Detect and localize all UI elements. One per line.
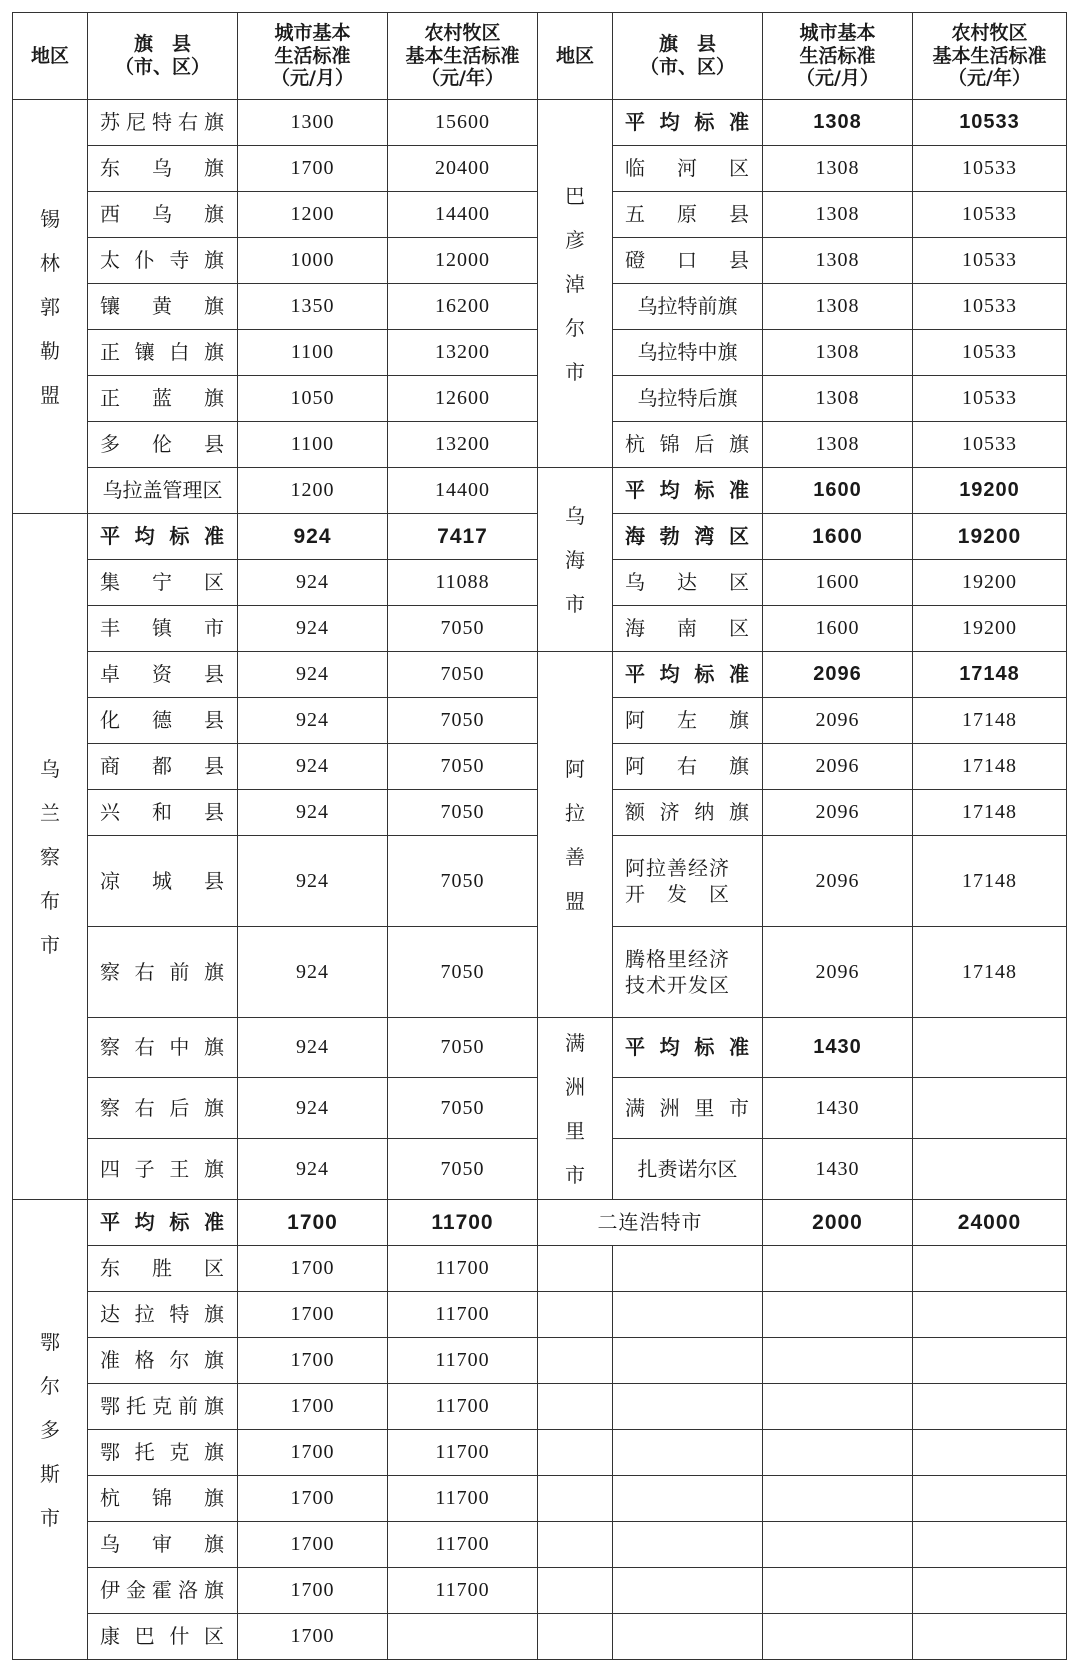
rural-standard-value: 17148 bbox=[913, 652, 1067, 698]
empty-cell bbox=[763, 1384, 913, 1430]
header-urban-standard: 城市基本 生活标准 （元/月） bbox=[763, 13, 913, 100]
county-name: 平均标准 bbox=[88, 514, 238, 560]
rural-standard-value: 11700 bbox=[388, 1522, 538, 1568]
empty-cell bbox=[913, 1338, 1067, 1384]
header-rural-standard: 农村牧区 基本生活标准 （元/年） bbox=[913, 13, 1067, 100]
header-region: 地区 bbox=[13, 13, 88, 100]
rural-standard-value: 11700 bbox=[388, 1200, 538, 1246]
empty-cell bbox=[613, 1430, 763, 1476]
rural-standard-value bbox=[388, 1614, 538, 1660]
urban-standard-value: 924 bbox=[238, 836, 388, 927]
rural-standard-value: 17148 bbox=[913, 790, 1067, 836]
county-name: 集宁区 bbox=[88, 560, 238, 606]
rural-standard-value: 11088 bbox=[388, 560, 538, 606]
urban-standard-value: 1308 bbox=[763, 376, 913, 422]
county-name: 太仆寺旗 bbox=[88, 238, 238, 284]
rural-standard-value: 10533 bbox=[913, 238, 1067, 284]
empty-cell bbox=[538, 1338, 613, 1384]
county-name: 化德县 bbox=[88, 698, 238, 744]
rural-standard-value: 11700 bbox=[388, 1246, 538, 1292]
empty-cell bbox=[613, 1476, 763, 1522]
rural-standard-value: 10533 bbox=[913, 100, 1067, 146]
urban-standard-value: 1308 bbox=[763, 330, 913, 376]
rural-standard-value: 12600 bbox=[388, 376, 538, 422]
region-label: 阿拉善盟 bbox=[565, 756, 585, 913]
county-name: 阿拉善经济 开 发 区 bbox=[613, 836, 763, 927]
urban-standard-value: 2096 bbox=[763, 790, 913, 836]
urban-standard-value: 1600 bbox=[763, 560, 913, 606]
region-label: 满洲里市 bbox=[565, 1030, 585, 1187]
empty-cell bbox=[913, 1384, 1067, 1430]
rural-standard-value: 7050 bbox=[388, 1078, 538, 1139]
county-name: 平均标准 bbox=[613, 100, 763, 146]
urban-standard-value: 924 bbox=[238, 514, 388, 560]
rural-standard-value: 11700 bbox=[388, 1338, 538, 1384]
county-name: 腾格里经济 技术开发区 bbox=[613, 927, 763, 1018]
table-row bbox=[13, 1614, 1067, 1660]
county-name: 四子王旗 bbox=[88, 1139, 238, 1200]
rural-standard-value: 19200 bbox=[913, 468, 1067, 514]
rural-standard-value: 7050 bbox=[388, 790, 538, 836]
urban-standard-value: 1700 bbox=[238, 1430, 388, 1476]
rural-standard-value: 11700 bbox=[388, 1476, 538, 1522]
rural-standard-value: 10533 bbox=[913, 376, 1067, 422]
urban-standard-value: 2000 bbox=[763, 1200, 913, 1246]
county-name: 镶黄旗 bbox=[88, 284, 238, 330]
empty-cell bbox=[613, 1292, 763, 1338]
urban-standard-value: 2096 bbox=[763, 836, 913, 927]
rural-standard-value: 17148 bbox=[913, 744, 1067, 790]
county-name: 平均标准 bbox=[613, 1018, 763, 1078]
urban-standard-value: 1100 bbox=[238, 330, 388, 376]
urban-standard-value: 1430 bbox=[763, 1139, 913, 1200]
county-name: 正镶白旗 bbox=[88, 330, 238, 376]
urban-standard-value: 1700 bbox=[238, 1568, 388, 1614]
empty-cell bbox=[763, 1614, 913, 1660]
rural-standard-value: 14400 bbox=[388, 192, 538, 238]
rural-standard-value: 7050 bbox=[388, 927, 538, 1018]
rural-standard-value: 10533 bbox=[913, 284, 1067, 330]
region-label: 乌兰察布市 bbox=[40, 756, 60, 957]
county-name: 平均标准 bbox=[88, 1200, 238, 1246]
table-row bbox=[13, 100, 1067, 146]
urban-standard-value: 1000 bbox=[238, 238, 388, 284]
rural-standard-value: 17148 bbox=[913, 836, 1067, 927]
county-name: 准格尔旗 bbox=[88, 1338, 238, 1384]
empty-cell bbox=[538, 1384, 613, 1430]
rural-standard-value: 20400 bbox=[388, 146, 538, 192]
table-row bbox=[13, 1384, 1067, 1430]
urban-standard-value: 1308 bbox=[763, 422, 913, 468]
empty-cell bbox=[913, 1614, 1067, 1660]
urban-standard-value: 1700 bbox=[238, 1476, 388, 1522]
rural-standard-value: 12000 bbox=[388, 238, 538, 284]
county-name: 海南区 bbox=[613, 606, 763, 652]
urban-standard-value: 1700 bbox=[238, 1522, 388, 1568]
urban-standard-value: 924 bbox=[238, 1018, 388, 1078]
rural-standard-value: 19200 bbox=[913, 514, 1067, 560]
county-name: 伊金霍洛旗 bbox=[88, 1568, 238, 1614]
empty-cell bbox=[913, 1568, 1067, 1614]
urban-standard-value: 1600 bbox=[763, 468, 913, 514]
rural-standard-value: 7050 bbox=[388, 744, 538, 790]
table-row bbox=[13, 1476, 1067, 1522]
empty-cell bbox=[913, 1476, 1067, 1522]
county-name: 察右后旗 bbox=[88, 1078, 238, 1139]
county-name: 二连浩特市 bbox=[538, 1200, 763, 1246]
table-row bbox=[13, 1292, 1067, 1338]
empty-cell bbox=[538, 1246, 613, 1292]
header-urban-standard: 城市基本 生活标准 （元/月） bbox=[238, 13, 388, 100]
urban-standard-value: 1100 bbox=[238, 422, 388, 468]
rural-standard-value: 10533 bbox=[913, 330, 1067, 376]
table-row bbox=[13, 468, 1067, 514]
empty-cell bbox=[763, 1568, 913, 1614]
table-row bbox=[13, 1018, 1067, 1078]
urban-standard-value: 2096 bbox=[763, 698, 913, 744]
header-county: 旗 县 （市、区） bbox=[88, 13, 238, 100]
rural-standard-value: 7050 bbox=[388, 652, 538, 698]
county-name: 杭锦旗 bbox=[88, 1476, 238, 1522]
urban-standard-value: 924 bbox=[238, 790, 388, 836]
region-cell bbox=[13, 100, 88, 514]
urban-standard-value: 2096 bbox=[763, 744, 913, 790]
header-region: 地区 bbox=[538, 13, 613, 100]
county-name: 杭锦后旗 bbox=[613, 422, 763, 468]
urban-standard-value: 924 bbox=[238, 652, 388, 698]
region-label: 乌海市 bbox=[565, 503, 585, 616]
table-row bbox=[13, 1430, 1067, 1476]
urban-standard-value: 1700 bbox=[238, 1614, 388, 1660]
region-label: 巴彦淖尔市 bbox=[565, 183, 585, 384]
urban-standard-value: 924 bbox=[238, 927, 388, 1018]
urban-standard-value: 1308 bbox=[763, 192, 913, 238]
region-cell bbox=[538, 1018, 613, 1200]
rural-standard-value: 11700 bbox=[388, 1430, 538, 1476]
county-name: 康巴什区 bbox=[88, 1614, 238, 1660]
rural-standard-value: 10533 bbox=[913, 192, 1067, 238]
header-county: 旗 县 （市、区） bbox=[613, 13, 763, 100]
rural-standard-value: 7050 bbox=[388, 836, 538, 927]
empty-cell bbox=[538, 1522, 613, 1568]
rural-standard-value: 15600 bbox=[388, 100, 538, 146]
table-row bbox=[13, 1568, 1067, 1614]
urban-standard-value: 1308 bbox=[763, 100, 913, 146]
county-name: 东乌旗 bbox=[88, 146, 238, 192]
urban-standard-value: 1700 bbox=[238, 1200, 388, 1246]
empty-cell bbox=[538, 1430, 613, 1476]
region-label: 锡林郭勒盟 bbox=[40, 206, 60, 407]
empty-cell bbox=[613, 1568, 763, 1614]
urban-standard-value: 2096 bbox=[763, 927, 913, 1018]
county-name: 乌拉特中旗 bbox=[613, 330, 763, 376]
county-name: 察右中旗 bbox=[88, 1018, 238, 1078]
table-row bbox=[13, 652, 1067, 698]
table-row bbox=[13, 1338, 1067, 1384]
urban-standard-value: 924 bbox=[238, 1139, 388, 1200]
empty-cell bbox=[538, 1614, 613, 1660]
rural-standard-value: 11700 bbox=[388, 1384, 538, 1430]
county-name: 额济纳旗 bbox=[613, 790, 763, 836]
table-row bbox=[13, 1522, 1067, 1568]
rural-standard-value: 13200 bbox=[388, 422, 538, 468]
county-name: 乌审旗 bbox=[88, 1522, 238, 1568]
urban-standard-value: 1430 bbox=[763, 1018, 913, 1078]
county-name: 卓资县 bbox=[88, 652, 238, 698]
empty-cell bbox=[613, 1338, 763, 1384]
county-name: 兴和县 bbox=[88, 790, 238, 836]
county-name: 东胜区 bbox=[88, 1246, 238, 1292]
empty-cell bbox=[763, 1522, 913, 1568]
empty-cell bbox=[913, 1522, 1067, 1568]
urban-standard-value: 1700 bbox=[238, 1384, 388, 1430]
table-row bbox=[13, 1246, 1067, 1292]
rural-standard-value: 10533 bbox=[913, 146, 1067, 192]
empty-cell bbox=[538, 1292, 613, 1338]
rural-standard-value bbox=[913, 1018, 1067, 1078]
rural-standard-value bbox=[913, 1139, 1067, 1200]
empty-cell bbox=[538, 1476, 613, 1522]
rural-standard-value: 7050 bbox=[388, 606, 538, 652]
urban-standard-value: 924 bbox=[238, 698, 388, 744]
urban-standard-value: 1700 bbox=[238, 1246, 388, 1292]
county-name: 平均标准 bbox=[613, 468, 763, 514]
table-row bbox=[13, 1200, 1067, 1246]
rural-standard-value: 19200 bbox=[913, 560, 1067, 606]
rural-standard-value: 11700 bbox=[388, 1568, 538, 1614]
region-label: 鄂尔多斯市 bbox=[40, 1329, 60, 1530]
county-name: 察右前旗 bbox=[88, 927, 238, 1018]
urban-standard-value: 1200 bbox=[238, 192, 388, 238]
county-name: 商都县 bbox=[88, 744, 238, 790]
header-rural-standard: 农村牧区 基本生活标准 （元/年） bbox=[388, 13, 538, 100]
urban-standard-value: 1700 bbox=[238, 1292, 388, 1338]
urban-standard-value: 924 bbox=[238, 560, 388, 606]
rural-standard-value: 19200 bbox=[913, 606, 1067, 652]
empty-cell bbox=[913, 1430, 1067, 1476]
rural-standard-value: 17148 bbox=[913, 698, 1067, 744]
urban-standard-value: 1700 bbox=[238, 146, 388, 192]
county-name: 乌拉盖管理区 bbox=[88, 468, 238, 514]
urban-standard-value: 1350 bbox=[238, 284, 388, 330]
urban-standard-value: 1308 bbox=[763, 284, 913, 330]
county-name: 苏尼特右旗 bbox=[88, 100, 238, 146]
urban-standard-value: 1600 bbox=[763, 514, 913, 560]
rural-standard-value: 7417 bbox=[388, 514, 538, 560]
region-cell bbox=[13, 514, 88, 1200]
urban-standard-value: 924 bbox=[238, 1078, 388, 1139]
rural-standard-value: 10533 bbox=[913, 422, 1067, 468]
empty-cell bbox=[613, 1246, 763, 1292]
standards-table-wrapper bbox=[12, 12, 1067, 1660]
urban-standard-value: 1308 bbox=[763, 238, 913, 284]
county-name: 正蓝旗 bbox=[88, 376, 238, 422]
urban-standard-value: 924 bbox=[238, 744, 388, 790]
urban-standard-value: 1308 bbox=[763, 146, 913, 192]
urban-standard-value: 2096 bbox=[763, 652, 913, 698]
empty-cell bbox=[763, 1430, 913, 1476]
rural-standard-value: 7050 bbox=[388, 698, 538, 744]
county-name: 磴口县 bbox=[613, 238, 763, 284]
county-name: 乌拉特前旗 bbox=[613, 284, 763, 330]
rural-standard-value: 16200 bbox=[388, 284, 538, 330]
county-name: 阿左旗 bbox=[613, 698, 763, 744]
county-name: 达拉特旗 bbox=[88, 1292, 238, 1338]
empty-cell bbox=[913, 1292, 1067, 1338]
county-name: 平均标准 bbox=[613, 652, 763, 698]
rural-standard-value: 24000 bbox=[913, 1200, 1067, 1246]
urban-standard-value: 1050 bbox=[238, 376, 388, 422]
region-cell bbox=[538, 468, 613, 652]
county-name: 西乌旗 bbox=[88, 192, 238, 238]
empty-cell bbox=[538, 1568, 613, 1614]
rural-standard-value: 13200 bbox=[388, 330, 538, 376]
county-name: 乌拉特后旗 bbox=[613, 376, 763, 422]
county-name: 丰镇市 bbox=[88, 606, 238, 652]
urban-standard-value: 1200 bbox=[238, 468, 388, 514]
county-name: 扎赉诺尔区 bbox=[613, 1139, 763, 1200]
empty-cell bbox=[613, 1384, 763, 1430]
county-name: 鄂托克旗 bbox=[88, 1430, 238, 1476]
empty-cell bbox=[913, 1246, 1067, 1292]
county-name: 多伦县 bbox=[88, 422, 238, 468]
urban-standard-value: 1300 bbox=[238, 100, 388, 146]
region-cell bbox=[538, 100, 613, 468]
urban-standard-value: 1430 bbox=[763, 1078, 913, 1139]
county-name: 满洲里市 bbox=[613, 1078, 763, 1139]
region-cell bbox=[13, 1200, 88, 1660]
county-name: 凉城县 bbox=[88, 836, 238, 927]
empty-cell bbox=[763, 1338, 913, 1384]
rural-standard-value: 17148 bbox=[913, 927, 1067, 1018]
living-standards-table bbox=[12, 12, 1067, 1660]
county-name: 乌达区 bbox=[613, 560, 763, 606]
county-name: 阿右旗 bbox=[613, 744, 763, 790]
county-name: 临河区 bbox=[613, 146, 763, 192]
empty-cell bbox=[763, 1246, 913, 1292]
empty-cell bbox=[763, 1476, 913, 1522]
rural-standard-value: 14400 bbox=[388, 468, 538, 514]
rural-standard-value bbox=[913, 1078, 1067, 1139]
urban-standard-value: 924 bbox=[238, 606, 388, 652]
rural-standard-value: 11700 bbox=[388, 1292, 538, 1338]
urban-standard-value: 1700 bbox=[238, 1338, 388, 1384]
county-name: 鄂托克前旗 bbox=[88, 1384, 238, 1430]
urban-standard-value: 1600 bbox=[763, 606, 913, 652]
county-name: 五原县 bbox=[613, 192, 763, 238]
rural-standard-value: 7050 bbox=[388, 1139, 538, 1200]
empty-cell bbox=[613, 1522, 763, 1568]
county-name: 海勃湾区 bbox=[613, 514, 763, 560]
empty-cell bbox=[763, 1292, 913, 1338]
rural-standard-value: 7050 bbox=[388, 1018, 538, 1078]
region-cell bbox=[538, 652, 613, 1018]
empty-cell bbox=[613, 1614, 763, 1660]
